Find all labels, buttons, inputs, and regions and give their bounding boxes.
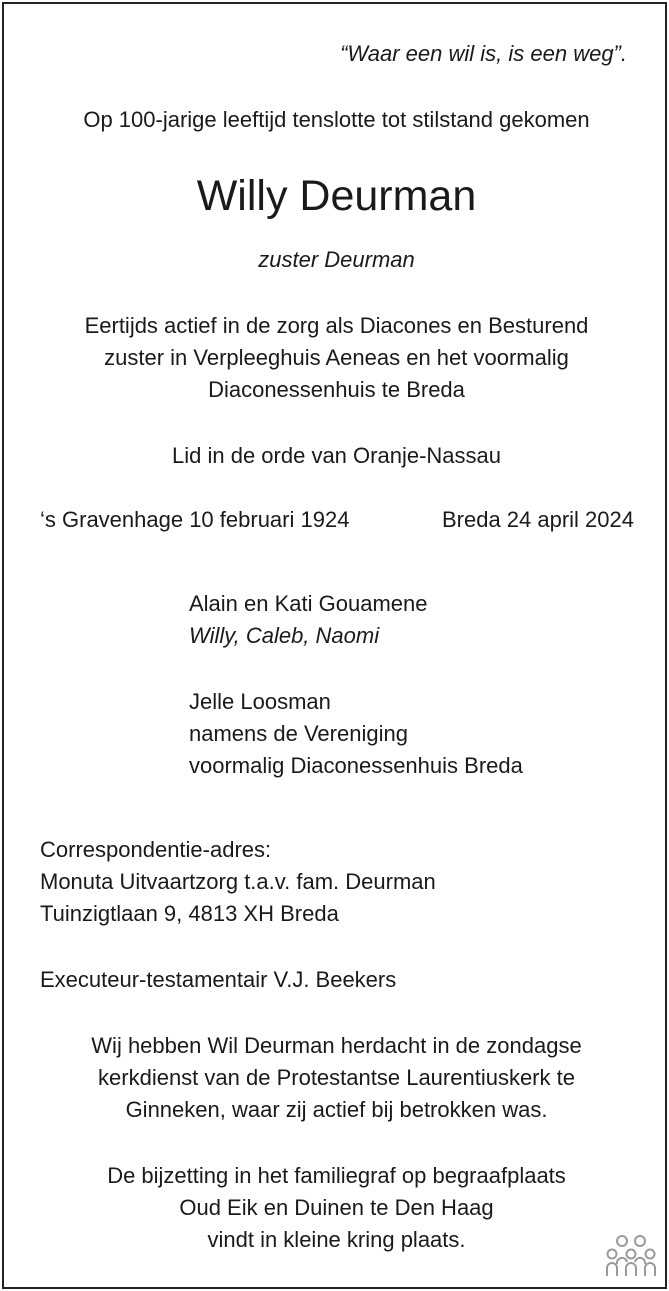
- service-text: [4, 1030, 669, 1126]
- burial-line: De bijzetting in het familiegraf op begraafplaats: [107, 1163, 566, 1188]
- correspondence-line: Correspondentie-adres:: [40, 837, 272, 862]
- association-line: Jelle Loosman: [189, 689, 331, 714]
- burial-text: [4, 1160, 669, 1256]
- death-date: Breda 24 april 2024: [441, 507, 634, 532]
- service-line: Wij hebben Wil Deurman herdacht in de zondagse: [91, 1033, 582, 1058]
- career-line: zuster in Verpleeghuis Aeneas en het voormalig: [104, 345, 569, 370]
- association-block: [189, 686, 523, 782]
- burial-line: vindt in kleine kring plaats.: [207, 1227, 466, 1252]
- family-names: Alain en Kati Gouamene: [189, 591, 428, 616]
- executor-line: Executeur-testamentair V.J. Beekers: [40, 967, 397, 992]
- burial-line: Oud Eik en Duinen te Den Haag: [179, 1195, 494, 1220]
- family-children: Willy, Caleb, Naomi: [189, 623, 380, 648]
- people-group-icon: [606, 1234, 656, 1278]
- career-line: Eertijds actief in de zorg als Diacones en Besturend: [84, 313, 589, 338]
- service-line: kerkdienst van de Protestantse Laurentiuskerk te: [98, 1065, 575, 1090]
- motto: “Waar een wil is, is een weg”.: [340, 41, 627, 66]
- birth-date: ‘s Gravenhage 10 februari 1924: [40, 507, 350, 532]
- correspondence-line: Tuinzigtlaan 9, 4813 XH Breda: [40, 901, 339, 926]
- service-line: Ginneken, waar zij actief bij betrokken was.: [125, 1097, 548, 1122]
- association-line: namens de Vereniging: [189, 721, 408, 746]
- deceased-name: Willy Deurman: [196, 172, 477, 220]
- honor-line: Lid in de orde van Oranje-Nassau: [172, 443, 501, 468]
- correspondence-line: Monuta Uitvaartzorg t.a.v. fam. Deurman: [40, 869, 436, 894]
- correspondence-block: [40, 834, 436, 930]
- nickname: zuster Deurman: [258, 247, 415, 272]
- career-line: Diaconessenhuis te Breda: [208, 377, 465, 402]
- family-block: [189, 588, 428, 652]
- announcement-card: [2, 2, 667, 1289]
- intro-line: Op 100-jarige leeftijd tenslotte tot stilstand gekomen: [83, 107, 590, 132]
- career-text: [4, 310, 669, 406]
- association-line: voormalig Diaconessenhuis Breda: [189, 753, 523, 778]
